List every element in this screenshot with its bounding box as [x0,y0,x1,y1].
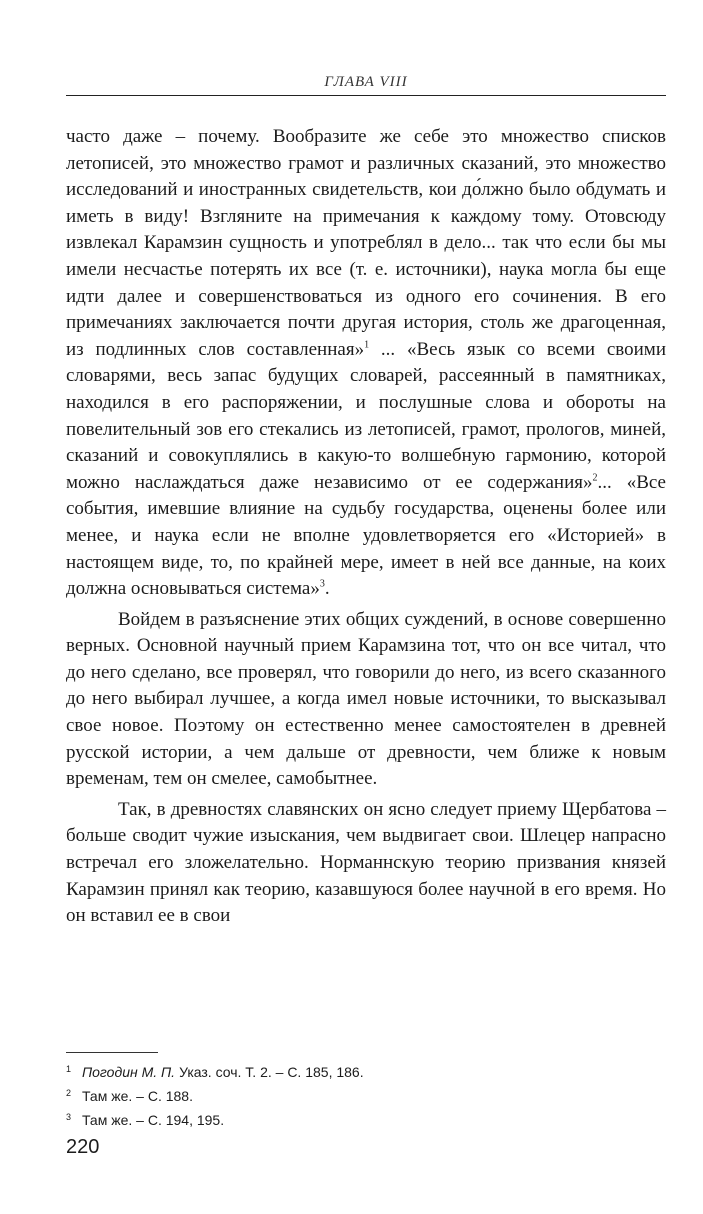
paragraph-1-part-c: ... «Все события, имевшие влияние на судьбу государства, оценены более или менее, и наука если не вполне удовлетворяется его «Историей» в настоящем виде, то, по крайней мере, имеет в ней все данные, на коих должна основываться система» [66,471,666,600]
body-text [66,124,666,930]
footnotes [66,1060,666,1132]
header-rule [66,95,666,96]
page-number: 220 [66,1136,100,1158]
paragraph-3: Так, в древностях славянских он ясно следует приему Щербатова – больше сводит чужие изыскания, чем выдвигает свои. Шлецер напрасно встречал его зложелательно. Норманнскую теорию призвания князей Карамзин принял как теорию, казавшуюся более научной в его время. Но он вставил ее в свои [66,798,666,927]
paragraph-1-part-b: ... «Весь язык со всеми своими словарями, весь запас будущих словарей, рассеянный в памятниках, находился в его распоряжении, и послушные слова и обороты на повелительный зов его стекались из летописей, грамот, прологов, миней, сказаний и совокуплялись в какую-то волшебную гармонию, которой можно наслаждаться даже независимо от ее содержания» [66,338,666,493]
footnote-ref-1: 1 [364,339,370,351]
footnote-author: Погодин М. П. [82,1064,176,1080]
footnote-text: Указ. соч. Т. 2. – С. 185, 186. [179,1064,364,1080]
running-header: ГЛАВА VIII [324,74,408,90]
paragraph-1-part-a: часто даже – почему. Вообразите же себе это множество списков летописей, это множество грамот и различных сказаний, это множество исследований и иностранных свидетельств, кои до́лжно было обдумать и иметь в виду! Взгляните на примечания к каждому тому. Отовсюду извлекал Карамзин сущность и употреблял в дело... так что если бы мы имели несчастье потерять их все (т. е. источники), наука могла бы еще идти далее и совершенствоваться из одного его сочинения. В его примечаниях заключается почти другая история, столь же драгоценная, из подлинных слов составленная» [66,126,666,360]
footnote-number: 1 [66,1064,72,1074]
footnote-ref-2: 2 [592,472,598,484]
paragraph-2: Войдем в разъяснение этих общих суждений, в основе совершенно верных. Основной научный прием Карамзина тот, что он все читал, что до него сделано, все проверял, что говорили до него, из всего сказанного до него выбирал лучшее, а когда имел новые источники, то высказывал свое новое. Поэтому он естественно менее самостоятелен в древней русской истории, а чем дальше от древности, чем ближе к новым временам, тем он смелее, самобытнее. [66,608,666,790]
footnote-number: 2 [66,1088,72,1098]
footnote-3 [66,1108,666,1132]
paragraph-1 [66,124,666,603]
footnote-number: 3 [66,1112,72,1122]
footnote-text: Там же. – С. 188. [82,1088,193,1104]
paragraph-1-part-d: . [324,578,330,600]
footnote-rule [66,1052,158,1053]
footnote-text: Там же. – С. 194, 195. [82,1112,225,1128]
footnote-ref-3: 3 [319,578,325,590]
footnote-1 [66,1060,666,1084]
footnote-2 [66,1084,666,1108]
